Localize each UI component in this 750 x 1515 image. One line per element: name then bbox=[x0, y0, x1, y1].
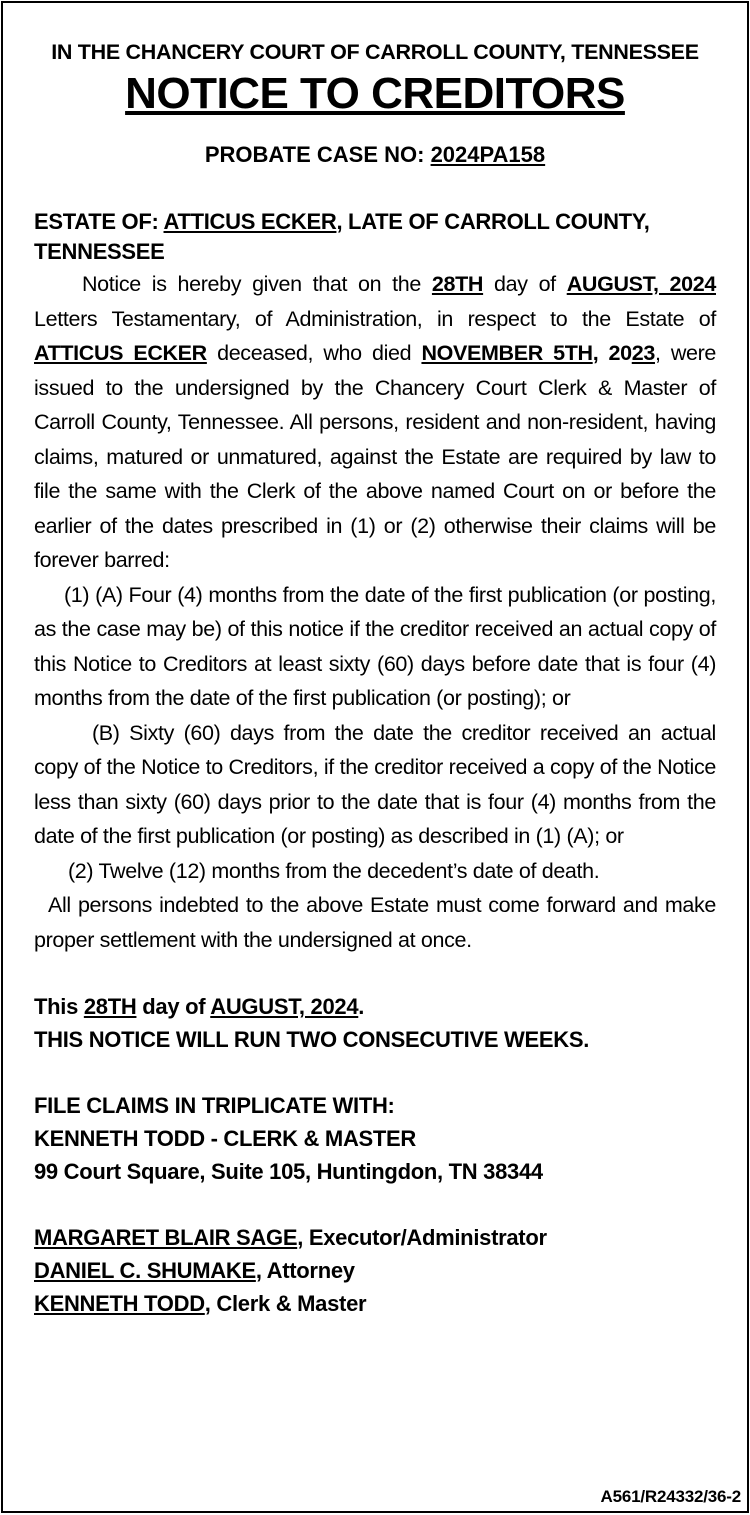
estate-label: ESTATE OF: bbox=[34, 209, 164, 234]
estate-name: ATTICUS ECKER bbox=[163, 209, 337, 234]
estate-line bbox=[34, 207, 716, 267]
signatory-clerk bbox=[34, 1287, 716, 1320]
clause-1b: (B) Sixty (60) days from the date the creditor received an actual copy of the Notice to Creditors, if the creditor received a copy of the Notice less than sixty (60) days prior to the date that is four (4) months from the date of the first publication (or posting) as described in (1) (A); or bbox=[34, 720, 716, 848]
signatory-executor bbox=[34, 1221, 716, 1254]
signatory-name: MARGARET BLAIR SAGE bbox=[34, 1225, 298, 1250]
reference-code: A561/R24332/36-2 bbox=[600, 1487, 741, 1506]
death-date: NOVEMBER 5TH bbox=[421, 341, 593, 365]
indebted-paragraph: All persons indebted to the above Estate must come forward and make proper settlement with the undersigned at once. bbox=[34, 893, 716, 952]
dated-block bbox=[34, 990, 716, 1056]
clause-2: (2) Twelve (12) months from the decedent’s date of death. bbox=[68, 858, 600, 883]
file-claims-heading: FILE CLAIMS IN TRIPLICATE WITH: bbox=[34, 1093, 395, 1118]
letters-month-year: AUGUST, 2024 bbox=[566, 272, 716, 296]
case-number: 2024PA158 bbox=[430, 142, 546, 167]
text-run: day of bbox=[136, 994, 211, 1019]
text-run: . bbox=[358, 994, 365, 1019]
clerk-name: KENNETH TODD - CLERK & MASTER bbox=[34, 1126, 417, 1151]
signatory-name: KENNETH TODD bbox=[34, 1291, 205, 1316]
legal-notice bbox=[1, 1, 749, 1513]
dated-line bbox=[34, 990, 716, 1023]
clerk-address: 99 Court Square, Suite 105, Huntingdon, TN 38344 bbox=[34, 1159, 543, 1184]
decedent-name: ATTICUS ECKER bbox=[34, 341, 207, 365]
notice-paragraph bbox=[34, 267, 716, 578]
estate-rest: , LATE OF CARROLL COUNTY, TENNESSEE bbox=[34, 209, 650, 264]
text-run: day of bbox=[483, 272, 567, 296]
signatory-role: , Attorney bbox=[255, 1258, 355, 1283]
letters-day: 28TH bbox=[431, 272, 484, 296]
notice-title: NOTICE TO CREDITORS bbox=[125, 69, 625, 118]
signatories-block bbox=[34, 1221, 716, 1320]
run-note: THIS NOTICE WILL RUN TWO CONSECUTIVE WEEKS. bbox=[34, 1027, 590, 1052]
text-run: This bbox=[34, 994, 84, 1019]
text-run: Letters Testamentary, of Administration, in respect to the Estate of bbox=[34, 306, 716, 331]
text-run: Notice is hereby given that on the bbox=[82, 272, 432, 296]
signatory-name: DANIEL C. SHUMAKE bbox=[34, 1258, 256, 1283]
death-year-prefix: , 20 bbox=[592, 341, 632, 365]
signatory-attorney bbox=[34, 1254, 716, 1287]
case-label: PROBATE CASE NO: bbox=[204, 142, 431, 167]
dated-day: 28TH bbox=[83, 994, 137, 1019]
text-run: , were issued to the undersigned by the Chancery Court Clerk & Master of Carroll County, Tennessee. All persons, resident and non-resident, having claims, matured or unmatured, against the Estate are required by law to file the same with the Clerk of the above named Court on or before the earlier of the dates prescribed in (1) or (2) otherwise their claims will be forever barred: bbox=[34, 341, 717, 572]
death-year-suffix: 23 bbox=[631, 341, 655, 365]
dated-month-year: AUGUST, 2024 bbox=[210, 994, 359, 1019]
text-run: deceased, who died bbox=[206, 341, 422, 365]
signatory-role: , Clerk & Master bbox=[204, 1291, 367, 1316]
signatory-role: , Executor/Administrator bbox=[297, 1225, 547, 1250]
court-heading: IN THE CHANCERY COURT OF CARROLL COUNTY, TENNESSEE bbox=[51, 40, 699, 64]
notice-body bbox=[34, 267, 716, 957]
clause-1a: (1) (A) Four (4) months from the date of the first publication (or posting, as the case may be) of this notice if the creditor received an actual copy of this Notice to Creditors at least sixty (60) days before date that is four (4) months from the date of the first publication (or posting); or bbox=[34, 582, 716, 710]
probate-case-line bbox=[34, 141, 716, 169]
file-claims-block bbox=[34, 1089, 716, 1188]
